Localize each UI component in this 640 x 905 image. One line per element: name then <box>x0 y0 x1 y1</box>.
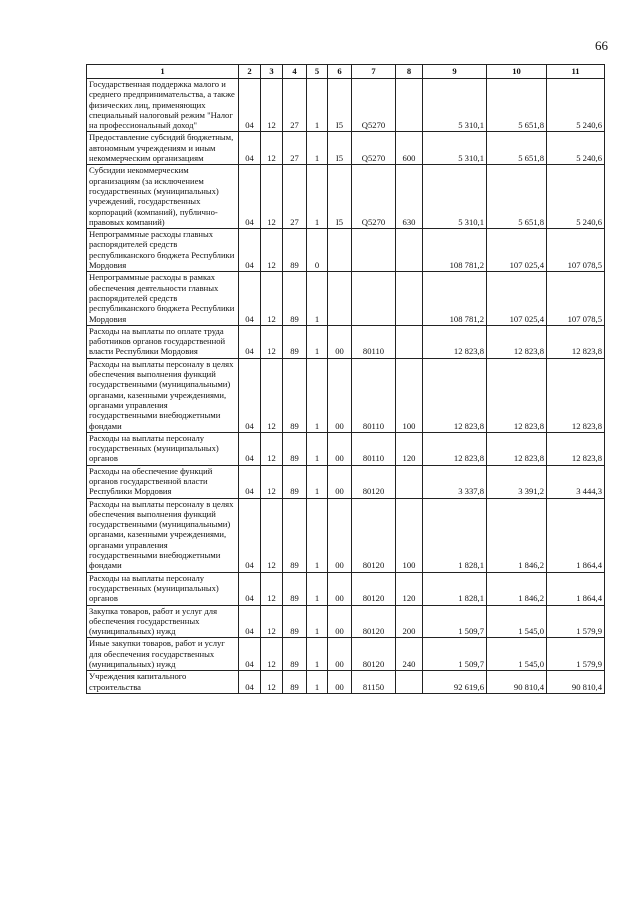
row-subprogram: 1 <box>307 79 328 132</box>
row-expense-type: 600 <box>396 132 423 165</box>
table-row <box>87 229 605 272</box>
row-amount-2: 5 651,8 <box>487 132 547 165</box>
row-program: 27 <box>283 79 307 132</box>
header-col-7: 7 <box>352 65 396 79</box>
row-name: Расходы на выплаты по оплате труда работников органов государственной власти Республики Мордовия <box>87 325 239 358</box>
row-section: 04 <box>239 229 261 272</box>
table-row <box>87 79 605 132</box>
row-direction: Q5270 <box>352 79 396 132</box>
row-subsection: 12 <box>261 638 283 671</box>
header-col-11: 11 <box>547 65 605 79</box>
row-amount-3: 5 240,6 <box>547 132 605 165</box>
table-row <box>87 465 605 498</box>
row-amount-2: 5 651,8 <box>487 165 547 229</box>
row-section: 04 <box>239 358 261 432</box>
row-subsection: 12 <box>261 498 283 572</box>
row-program: 89 <box>283 498 307 572</box>
row-direction: Q5270 <box>352 132 396 165</box>
row-subprogram: 1 <box>307 498 328 572</box>
row-amount-3: 5 240,6 <box>547 165 605 229</box>
row-program: 27 <box>283 165 307 229</box>
row-subprogram: 1 <box>307 605 328 638</box>
row-name: Расходы на выплаты персоналу в целях обеспечения выполнения функций государственными (муниципальными) органами, казенными учреждениями, органами управления государственными внебюджетными фондами <box>87 498 239 572</box>
row-direction: 81150 <box>352 671 396 694</box>
row-section: 04 <box>239 465 261 498</box>
row-section: 04 <box>239 432 261 465</box>
row-amount-2: 12 823,8 <box>487 325 547 358</box>
row-amount-3: 107 078,5 <box>547 272 605 325</box>
table-row <box>87 132 605 165</box>
row-subsection: 12 <box>261 572 283 605</box>
row-subprogram: 1 <box>307 432 328 465</box>
row-program: 27 <box>283 132 307 165</box>
row-section: 04 <box>239 638 261 671</box>
row-direction: 80110 <box>352 358 396 432</box>
table-body <box>87 79 605 694</box>
row-project: 00 <box>328 432 352 465</box>
table-row <box>87 605 605 638</box>
row-section: 04 <box>239 498 261 572</box>
row-section: 04 <box>239 165 261 229</box>
row-amount-1: 108 781,2 <box>423 272 487 325</box>
row-expense-type: 120 <box>396 572 423 605</box>
row-project: I5 <box>328 132 352 165</box>
row-amount-2: 1 545,0 <box>487 605 547 638</box>
row-amount-2: 3 391,2 <box>487 465 547 498</box>
row-program: 89 <box>283 638 307 671</box>
row-subsection: 12 <box>261 325 283 358</box>
row-name: Предоставление субсидий бюджетным, автономным учреждениям и иным некоммерческим организациям <box>87 132 239 165</box>
row-name: Расходы на выплаты персоналу государственных (муниципальных) органов <box>87 572 239 605</box>
row-amount-3: 5 240,6 <box>547 79 605 132</box>
row-section: 04 <box>239 132 261 165</box>
row-amount-3: 90 810,4 <box>547 671 605 694</box>
row-amount-3: 1 864,4 <box>547 498 605 572</box>
row-amount-2: 12 823,8 <box>487 432 547 465</box>
row-direction <box>352 272 396 325</box>
row-subsection: 12 <box>261 432 283 465</box>
page-number: 66 <box>595 38 608 53</box>
row-subprogram: 1 <box>307 132 328 165</box>
row-program: 89 <box>283 325 307 358</box>
row-amount-1: 1 828,1 <box>423 498 487 572</box>
row-expense-type <box>396 79 423 132</box>
row-subprogram: 0 <box>307 229 328 272</box>
row-expense-type <box>396 325 423 358</box>
row-program: 89 <box>283 605 307 638</box>
row-project: 00 <box>328 465 352 498</box>
row-subprogram: 1 <box>307 638 328 671</box>
row-program: 89 <box>283 432 307 465</box>
table-row <box>87 638 605 671</box>
row-amount-2: 1 846,2 <box>487 572 547 605</box>
row-subprogram: 1 <box>307 272 328 325</box>
row-project <box>328 229 352 272</box>
row-project: 00 <box>328 638 352 671</box>
row-program: 89 <box>283 572 307 605</box>
row-section: 04 <box>239 272 261 325</box>
row-name: Расходы на выплаты персоналу государственных (муниципальных) органов <box>87 432 239 465</box>
row-subprogram: 1 <box>307 358 328 432</box>
header-col-4: 4 <box>283 65 307 79</box>
row-amount-3: 3 444,3 <box>547 465 605 498</box>
row-amount-1: 1 509,7 <box>423 605 487 638</box>
table-row <box>87 165 605 229</box>
header-col-10: 10 <box>487 65 547 79</box>
row-subprogram: 1 <box>307 165 328 229</box>
row-subsection: 12 <box>261 229 283 272</box>
row-expense-type: 120 <box>396 432 423 465</box>
row-amount-3: 1 864,4 <box>547 572 605 605</box>
row-amount-2: 107 025,4 <box>487 272 547 325</box>
row-direction: Q5270 <box>352 165 396 229</box>
row-amount-1: 108 781,2 <box>423 229 487 272</box>
row-amount-1: 12 823,8 <box>423 432 487 465</box>
row-direction: 80110 <box>352 325 396 358</box>
row-name: Иные закупки товаров, работ и услуг для обеспечения государственных (муниципальных) нужд <box>87 638 239 671</box>
row-direction: 80120 <box>352 498 396 572</box>
row-project: 00 <box>328 358 352 432</box>
row-name: Расходы на обеспечение функций органов государственной власти Республики Мордовия <box>87 465 239 498</box>
row-amount-2: 12 823,8 <box>487 358 547 432</box>
row-program: 89 <box>283 272 307 325</box>
row-section: 04 <box>239 79 261 132</box>
row-project: 00 <box>328 325 352 358</box>
row-amount-3: 12 823,8 <box>547 432 605 465</box>
row-project <box>328 272 352 325</box>
row-program: 89 <box>283 358 307 432</box>
header-col-2: 2 <box>239 65 261 79</box>
row-program: 89 <box>283 229 307 272</box>
row-section: 04 <box>239 671 261 694</box>
row-subprogram: 1 <box>307 465 328 498</box>
row-section: 04 <box>239 325 261 358</box>
row-project: 00 <box>328 572 352 605</box>
row-section: 04 <box>239 572 261 605</box>
row-amount-3: 12 823,8 <box>547 358 605 432</box>
row-expense-type <box>396 272 423 325</box>
table-row <box>87 498 605 572</box>
row-program: 89 <box>283 465 307 498</box>
header-col-6: 6 <box>328 65 352 79</box>
row-amount-3: 1 579,9 <box>547 605 605 638</box>
row-expense-type: 630 <box>396 165 423 229</box>
row-subprogram: 1 <box>307 572 328 605</box>
row-subsection: 12 <box>261 605 283 638</box>
header-col-9: 9 <box>423 65 487 79</box>
table-row <box>87 358 605 432</box>
row-direction: 80120 <box>352 605 396 638</box>
row-project: 00 <box>328 671 352 694</box>
row-direction: 80120 <box>352 465 396 498</box>
table-header <box>87 65 605 79</box>
table-row <box>87 325 605 358</box>
row-name: Закупка товаров, работ и услуг для обеспечения государственных (муниципальных) нужд <box>87 605 239 638</box>
row-expense-type: 200 <box>396 605 423 638</box>
row-amount-1: 5 310,1 <box>423 132 487 165</box>
row-project: I5 <box>328 79 352 132</box>
row-amount-1: 1 828,1 <box>423 572 487 605</box>
row-name: Учреждения капитального строительства <box>87 671 239 694</box>
row-project: 00 <box>328 605 352 638</box>
row-direction: 80110 <box>352 432 396 465</box>
header-col-1: 1 <box>87 65 239 79</box>
table-row <box>87 432 605 465</box>
table-row <box>87 272 605 325</box>
row-subsection: 12 <box>261 132 283 165</box>
row-subsection: 12 <box>261 465 283 498</box>
row-subsection: 12 <box>261 165 283 229</box>
row-subsection: 12 <box>261 358 283 432</box>
row-name: Непрограммные расходы в рамках обеспечения деятельности главных распорядителей средств республиканского бюджета Республики Мордовия <box>87 272 239 325</box>
row-amount-2: 1 846,2 <box>487 498 547 572</box>
row-subprogram: 1 <box>307 325 328 358</box>
row-amount-1: 12 823,8 <box>423 358 487 432</box>
row-expense-type: 240 <box>396 638 423 671</box>
row-program: 89 <box>283 671 307 694</box>
row-expense-type <box>396 229 423 272</box>
header-col-3: 3 <box>261 65 283 79</box>
row-expense-type: 100 <box>396 498 423 572</box>
row-amount-1: 3 337,8 <box>423 465 487 498</box>
row-name: Расходы на выплаты персоналу в целях обеспечения выполнения функций государственными (муниципальными) органами, казенными учреждениями, органами управления государственными внебюджетными фондами <box>87 358 239 432</box>
row-direction: 80120 <box>352 572 396 605</box>
header-row <box>87 65 605 79</box>
row-amount-1: 5 310,1 <box>423 165 487 229</box>
row-amount-3: 1 579,9 <box>547 638 605 671</box>
row-project: I5 <box>328 165 352 229</box>
row-amount-3: 12 823,8 <box>547 325 605 358</box>
header-col-8: 8 <box>396 65 423 79</box>
row-name: Субсидии некоммерческим организациям (за исключением государственных (муниципальных) учреждений, государственных корпораций (компаний), публично-правовых компаний) <box>87 165 239 229</box>
row-amount-2: 90 810,4 <box>487 671 547 694</box>
row-amount-1: 92 619,6 <box>423 671 487 694</box>
row-expense-type <box>396 465 423 498</box>
row-direction <box>352 229 396 272</box>
row-amount-2: 1 545,0 <box>487 638 547 671</box>
header-col-5: 5 <box>307 65 328 79</box>
budget-table <box>86 64 605 694</box>
row-name: Государственная поддержка малого и среднего предпринимательства, а также физических лиц, применяющих специальный налоговый режим "Налог на профессиональный доход" <box>87 79 239 132</box>
table-row <box>87 572 605 605</box>
row-amount-1: 5 310,1 <box>423 79 487 132</box>
row-amount-2: 107 025,4 <box>487 229 547 272</box>
table-row <box>87 671 605 694</box>
row-amount-1: 1 509,7 <box>423 638 487 671</box>
row-subsection: 12 <box>261 671 283 694</box>
row-direction: 80120 <box>352 638 396 671</box>
row-expense-type <box>396 671 423 694</box>
row-amount-3: 107 078,5 <box>547 229 605 272</box>
row-expense-type: 100 <box>396 358 423 432</box>
row-amount-1: 12 823,8 <box>423 325 487 358</box>
row-subsection: 12 <box>261 79 283 132</box>
row-project: 00 <box>328 498 352 572</box>
row-subprogram: 1 <box>307 671 328 694</box>
row-amount-2: 5 651,8 <box>487 79 547 132</box>
row-subsection: 12 <box>261 272 283 325</box>
row-section: 04 <box>239 605 261 638</box>
row-name: Непрограммные расходы главных распорядителей средств республиканского бюджета Республики Мордовия <box>87 229 239 272</box>
